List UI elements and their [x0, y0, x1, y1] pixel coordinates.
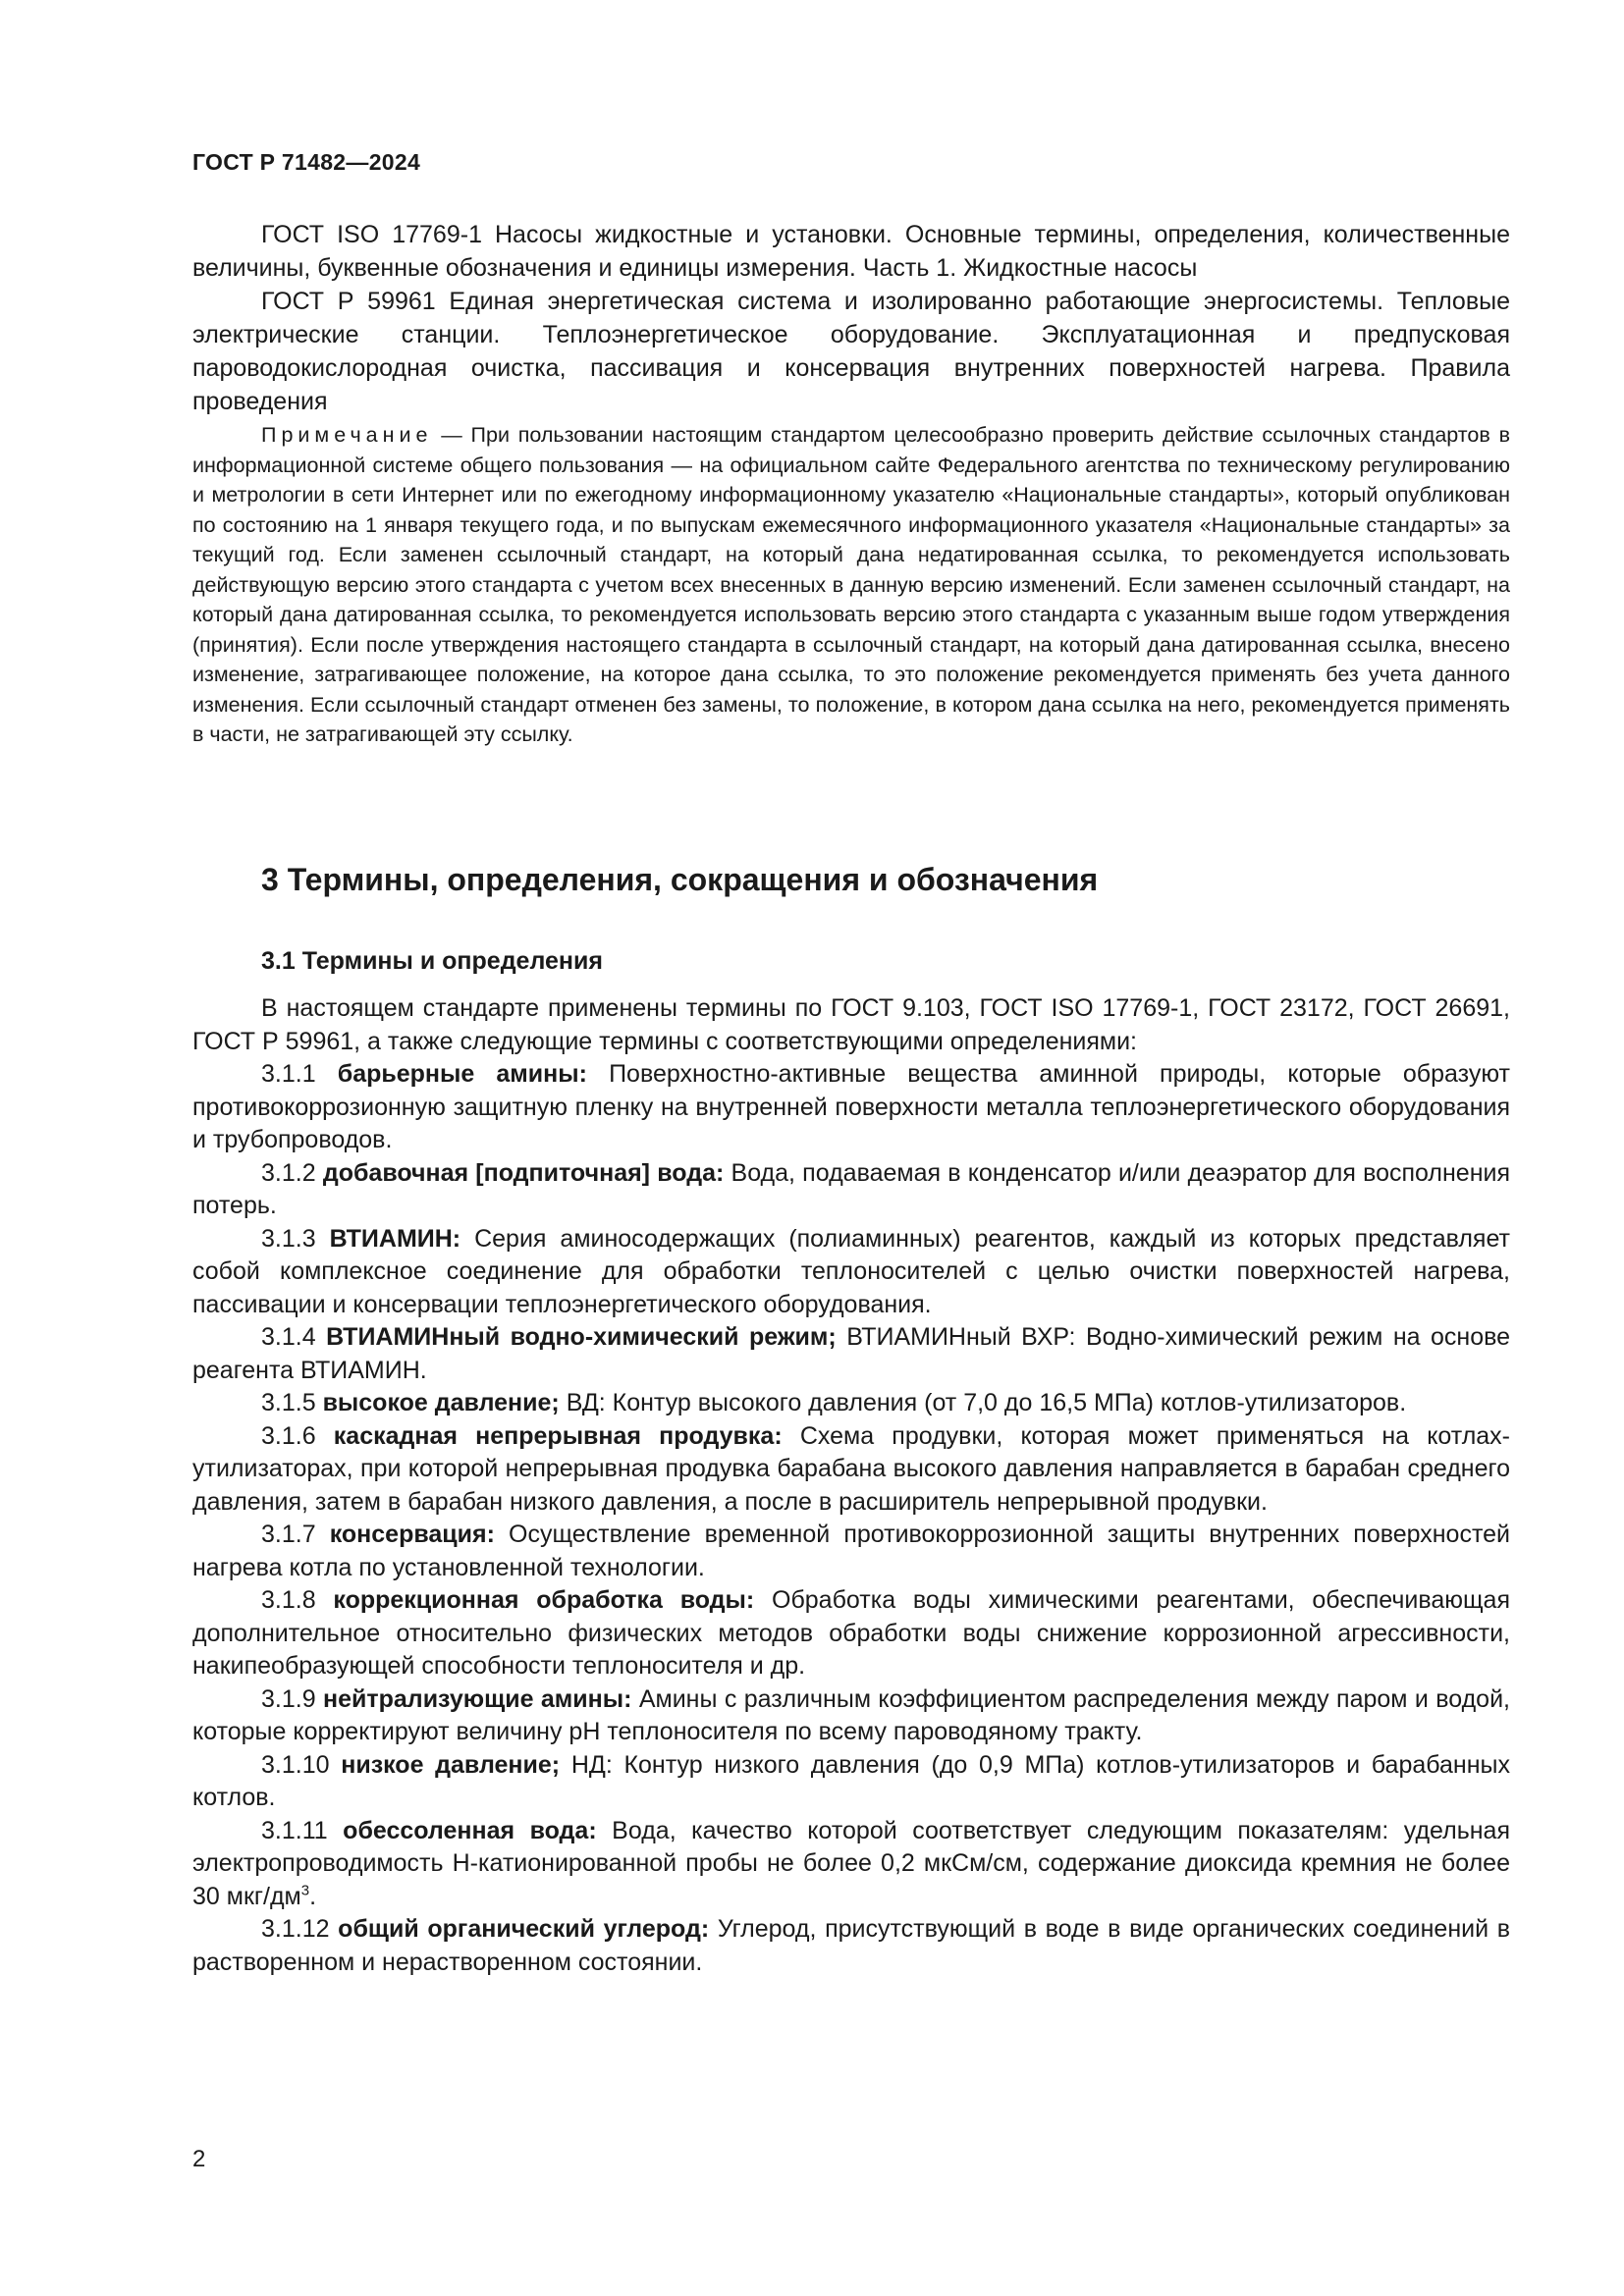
- term-definition: Поверхностно-активные вещества аминной природы, которые образуют противокоррозионную защитную пленку на внутренней поверхности металла теплоэнергетического оборудования и трубопроводов.: [192, 1060, 1510, 1153]
- term-number: 3.1.6: [261, 1421, 316, 1450]
- term-definition: Схема продувки, которая может применяться на котлах-утилизаторах, при которой непрерывная продувка барабана высокого давления направляется в барабан среднего давления, затем в барабан низкого давления, а после в расширитель непрерывной продувки.: [192, 1421, 1511, 1516]
- term-name: ВТИАМИНный водно-химический режим;: [326, 1323, 837, 1351]
- term-number: 3.1.7: [261, 1521, 316, 1548]
- term-definition: Серия аминосодержащих (полиаминных) реагентов, каждый из которых представляет собой комплексное соединение для обработки теплоносителей с целью очистки поверхностей нагрева, пассивации и консервации теплоэнергетического оборудования.: [192, 1224, 1510, 1318]
- term-number: 3.1.10: [261, 1750, 330, 1779]
- reference-gost-iso-17769-1: ГОСТ ISO 17769-1 Насосы жидкостные и установки. Основные термины, определения, количественные величины, буквенные обозначения и единицы измерения. Часть 1. Жидкостные насосы: [192, 221, 1510, 282]
- term-definition: Вода, качество которой соответствует следующим показателям: удельная электропроводимость Н-катионированной пробы не более 0,2 мкСм/см, содержание диоксида кремния не более 30 мкг/дм: [192, 1816, 1510, 1910]
- term-name: консервация:: [329, 1521, 495, 1548]
- term-entry: [192, 1584, 1510, 1683]
- term-number: 3.1.5: [261, 1389, 316, 1416]
- term-definition: НД: Контур низкого давления (до 0,9 МПа) котлов-утилизаторов и барабанных котлов.: [192, 1750, 1510, 1811]
- term-name: барьерные амины:: [337, 1060, 587, 1088]
- terms-intro: В настоящем стандарте применены термины по ГОСТ 9.103, ГОСТ ISO 17769-1, ГОСТ 23172, ГОСТ 26691, ГОСТ Р 59961, а также следующие термины с соответствующими определениями:: [192, 994, 1510, 1055]
- note-text: — При пользовании настоящим стандартом целесообразно проверить действие ссылочных стандартов в информационной системе общего пользования — на официальном сайте Федерального агентства по техническому регулированию и метрологии в сети Интернет или по ежегодному информационному указателю «Национальные стандарты», который опубликован по состоянию на 1 января текущего года, и по выпускам ежемесячного информационного указателя «Национальные стандарты» за текущий год. Если заменен ссылочный стандарт, на который дана недатированная ссылка, то рекомендуется использовать действующую версию этого стандарта с учетом всех внесенных в данную версию изменений. Если заменен ссылочный стандарт, на который дана датированная ссылка, то рекомендуется использовать версию этого стандарта с указанным выше годом утверждения (принятия). Если после утверждения настоящего стандарта в ссылочный стандарт, на который дана датированная ссылка, внесено изменение, затрагивающее положение, на которое дана ссылка, то это положение рекомендуется применять без учета данного изменения. Если ссылочный стандарт отменен без замены, то положение, в котором дана ссылка на него, рекомендуется применять в части, не затрагивающей эту ссылку.: [192, 423, 1510, 746]
- term-entry: [192, 1321, 1510, 1387]
- term-number: 3.1.8: [261, 1586, 316, 1614]
- term-name: каскадная непрерывная продувка:: [333, 1421, 783, 1450]
- term-definition: Осуществление временной противокоррозионной защиты внутренних поверхностей нагрева котла по установленной технологии.: [192, 1521, 1511, 1581]
- term-entry: [192, 1387, 1510, 1420]
- term-name: низкое давление;: [341, 1750, 561, 1779]
- term-number: 3.1.2: [261, 1158, 316, 1187]
- term-number: 3.1.12: [261, 1915, 330, 1943]
- reference-gost-r-59961: ГОСТ Р 59961 Единая энергетическая система и изолированно работающие энергосистемы. Тепловые электрические станции. Теплоэнергетическое оборудование. Эксплуатационная и предпусковая пароводокислородная очистка, пассивация и консервация внутренних поверхностей нагрева. Правила проведения: [192, 288, 1510, 415]
- document-header: ГОСТ Р 71482—2024: [192, 149, 421, 175]
- term-definition: ВТИАМИНный ВХР: Водно-химический режим на основе реагента ВТИАМИН.: [192, 1323, 1510, 1384]
- term-entry: [192, 1815, 1510, 1914]
- term-entry: [192, 1683, 1510, 1749]
- term-entry: [192, 1157, 1510, 1223]
- term-entry: [192, 1223, 1510, 1322]
- term-number: 3.1.4: [261, 1323, 316, 1351]
- term-entry: [192, 1519, 1510, 1584]
- superscript: 3: [300, 1882, 310, 1899]
- term-entry: [192, 1749, 1510, 1815]
- term-name: добавочная [подпиточная] вода:: [322, 1158, 725, 1187]
- term-definition-tail: .: [309, 1882, 317, 1910]
- note-block: [192, 420, 1510, 750]
- term-number: 3.1.11: [261, 1816, 328, 1844]
- term-name: высокое давление;: [322, 1389, 560, 1416]
- terms-body: [192, 992, 1510, 1979]
- term-entry: [192, 1913, 1510, 1979]
- term-name: общий органический углерод:: [338, 1915, 710, 1943]
- term-name: нейтрализующие амины:: [323, 1684, 632, 1713]
- term-definition: Углерод, присутствующий в воде в виде органических соединений в растворенном и нерастворенном состоянии.: [192, 1915, 1510, 1976]
- term-number: 3.1.1: [261, 1060, 316, 1088]
- term-number: 3.1.9: [261, 1684, 316, 1713]
- term-name: обессоленная вода:: [343, 1816, 597, 1844]
- term-name: ВТИАМИН:: [329, 1224, 461, 1253]
- term-definition: Вода, подаваемая в конденсатор и/или деаэратор для восполнения потерь.: [192, 1158, 1511, 1219]
- term-name: коррекционная обработка воды:: [333, 1586, 755, 1614]
- section-title: 3 Термины, определения, сокращения и обозначения: [261, 862, 1099, 897]
- term-entry: [192, 1058, 1510, 1157]
- term-definition: ВД: Контур высокого давления (от 7,0 до 16,5 МПа) котлов-утилизаторов.: [566, 1389, 1407, 1416]
- term-definition: Амины с различным коэффициентом распределения между паром и водой, которые корректируют величину pH теплоносителя по всему пароводяному тракту.: [192, 1684, 1510, 1745]
- page-number: 2: [192, 2146, 206, 2172]
- note-label: Примечание: [261, 423, 433, 447]
- term-definition: Обработка воды химическими реагентами, обеспечивающая дополнительное относительно физических методов обработки воды снижение коррозионной агрессивности, накипеобразующей способности теплоносителя и др.: [192, 1586, 1510, 1680]
- term-entry: [192, 1420, 1510, 1520]
- subsection-title: 3.1 Термины и определения: [261, 947, 603, 975]
- term-number: 3.1.3: [261, 1224, 316, 1253]
